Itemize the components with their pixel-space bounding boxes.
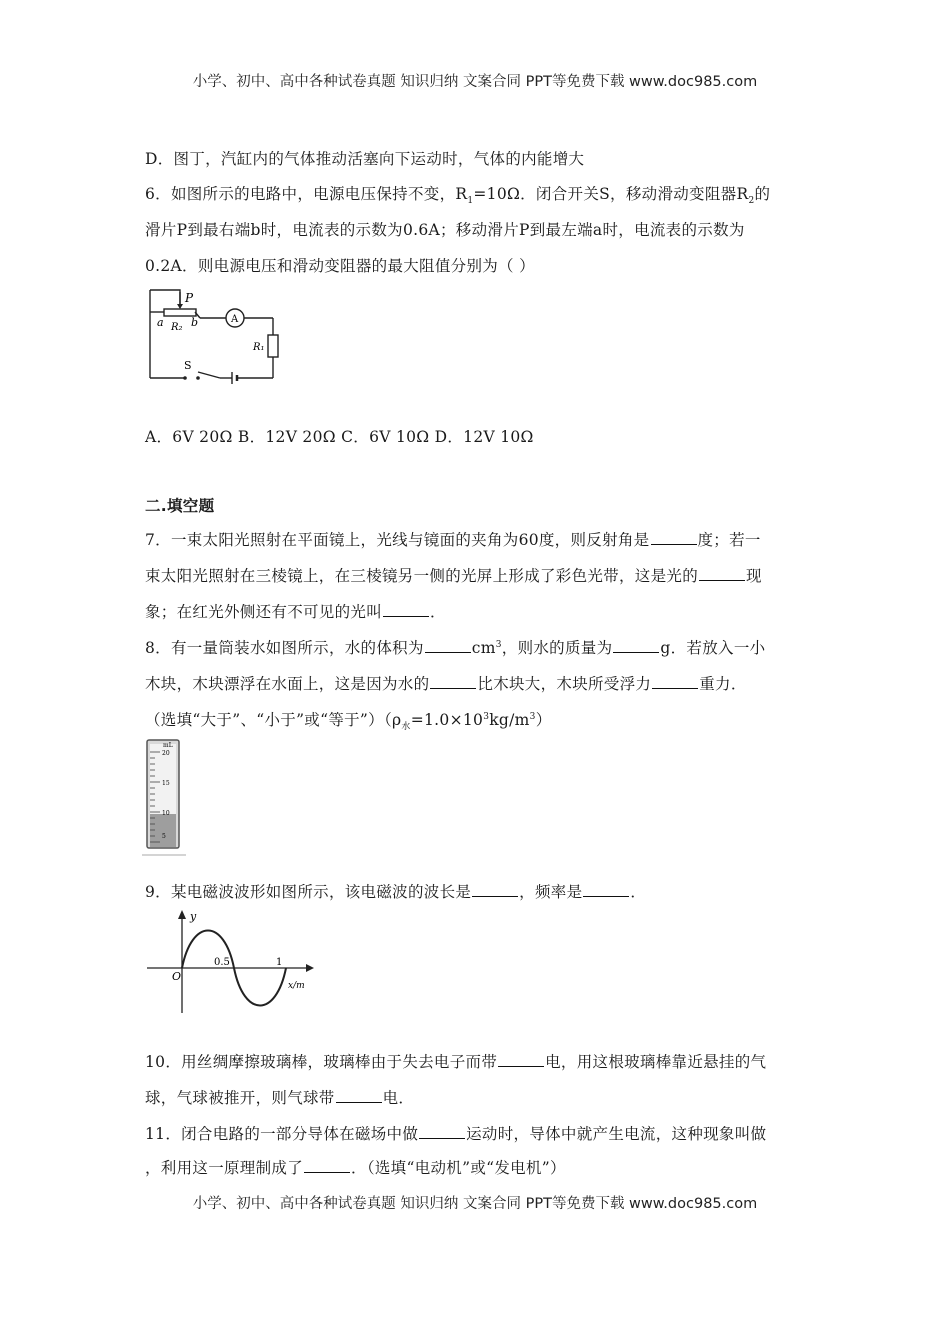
answer-blank[interactable]: [472, 896, 518, 897]
q6-text-1b: =10Ω．闭合开关S，移动滑动变阻器R: [473, 185, 749, 203]
q6-line-3: 0.2A．则电源电压和滑动变阻器的最大阻值分别为（ ）: [145, 257, 535, 275]
q8-text-1b: cm: [471, 639, 496, 657]
q8-text-1d: g．若放入一小: [660, 639, 766, 657]
q8-line-3: [145, 708, 552, 732]
q5-option-d: D．图丁，汽缸内的气体推动活塞向下运动时，气体的内能增大: [145, 150, 585, 168]
q11-line-2: [145, 1156, 566, 1178]
q8-text-3d: ）: [535, 711, 552, 729]
label-y: y: [190, 910, 197, 923]
label-r1: R₁: [253, 342, 265, 353]
q8-line-1: [145, 636, 765, 658]
q8-sup-3a: 3: [483, 711, 490, 722]
q6-text-1a: 6．如图所示的电路中，电源电压保持不变，R: [145, 185, 468, 203]
q7-text-3b: ．: [430, 603, 446, 621]
y-axis-arrow: [178, 910, 186, 919]
label-one: 1: [276, 957, 283, 968]
answer-blank[interactable]: [383, 616, 429, 617]
label-ml: mL: [163, 742, 173, 749]
q7-line-3: [145, 600, 446, 622]
answer-blank[interactable]: [336, 1102, 382, 1103]
q8-sup-1: 3: [495, 639, 502, 650]
q7-text-2a: 束太阳光照射在三棱镜上，在三棱镜另一侧的光屏上形成了彩色光带，这是光的: [145, 567, 699, 585]
q7-text-1b: 度；若一: [697, 531, 761, 549]
q8-text-3c: kg/m: [489, 711, 530, 729]
label-a: a: [157, 316, 164, 329]
q7-text-2b: 现: [746, 567, 762, 585]
q9-wave-diagram: [142, 908, 317, 1018]
label-5: 5: [162, 833, 166, 840]
q8-sub-water: 水: [401, 722, 411, 733]
q11-text-2a: ，利用这一原理制成了: [145, 1159, 304, 1177]
answer-blank[interactable]: [304, 1172, 350, 1173]
q8-text-2b: 比木块大，木块所受浮力: [477, 675, 652, 693]
q7-text-3a: 象；在红光外侧还有不可见的光叫: [145, 603, 383, 621]
q10-text-1b: 电，用这根玻璃棒靠近悬挂的气: [545, 1053, 767, 1071]
q6-line-1: [145, 182, 770, 206]
q7-line-1: [145, 528, 761, 550]
answer-blank[interactable]: [425, 652, 471, 653]
q8-text-3b: =1.0×10: [410, 711, 484, 729]
q8-graduated-cylinder: [142, 738, 188, 860]
answer-blank[interactable]: [498, 1066, 544, 1067]
q6-sub-2: 2: [748, 196, 755, 207]
q8-sup-3b: 3: [529, 711, 536, 722]
answer-blank[interactable]: [699, 580, 745, 581]
answer-blank[interactable]: [419, 1138, 465, 1139]
q6-text-1c: 的: [754, 185, 771, 203]
answer-blank[interactable]: [430, 688, 476, 689]
q11-text-1b: 运动时，导体中就产生电流，这种现象叫做: [466, 1125, 767, 1143]
label-xunit: x/m: [288, 981, 305, 991]
q10-text-2b: 电．: [382, 1089, 415, 1107]
label-20: 20: [162, 750, 170, 757]
answer-blank[interactable]: [652, 688, 698, 689]
label-origin: O: [172, 970, 182, 983]
q11-line-1: [145, 1122, 766, 1144]
q10-line-1: [145, 1050, 766, 1072]
page-footer: 小学、初中、高中各种试卷真题 知识归纳 文案合同 PPT等免费下载 www.doc985.com: [192, 1196, 758, 1212]
label-r2: R₂: [171, 322, 183, 333]
q6-options: A．6V 20Ω B．12V 20Ω C．6V 10Ω D．12V 10Ω: [145, 428, 534, 446]
answer-blank[interactable]: [651, 544, 697, 545]
q6-line-2: 滑片P到最右端b时，电流表的示数为0.6A；移动滑片P到最左端a时，电流表的示数为: [145, 221, 745, 239]
resistor-r1: [268, 335, 278, 357]
q8-text-2c: 重力．: [699, 675, 747, 693]
label-10: 10: [162, 810, 170, 817]
q8-text-3a: （选填“大于”、“小于”或“等于”）（ρ: [145, 711, 402, 729]
q11-text-1a: 11．闭合电路的一部分导体在磁场中做: [145, 1125, 419, 1143]
answer-blank[interactable]: [613, 652, 659, 653]
x-axis-arrow: [306, 964, 314, 972]
rheostat-r2: [164, 309, 196, 316]
label-p: P: [185, 291, 194, 305]
q9-text-c: ．: [630, 883, 647, 901]
label-half: 0.5: [214, 957, 230, 968]
label-b: b: [191, 316, 199, 329]
q6-sub-1: 1: [467, 196, 474, 207]
wire-top-left: [150, 290, 180, 306]
q7-text-1a: 7．一束太阳光照射在平面镜上，光线与镜面的夹角为60度，则反射角是: [145, 531, 650, 549]
answer-blank[interactable]: [583, 896, 629, 897]
q8-line-2: [145, 672, 747, 694]
page-header: 小学、初中、高中各种试卷真题 知识归纳 文案合同 PPT等免费下载 www.doc985.com: [192, 74, 758, 90]
switch-blade: [198, 372, 220, 378]
section-title: 二.填空题: [145, 497, 215, 515]
q6-circuit-diagram: [140, 282, 285, 387]
slider-arrow: [177, 304, 183, 309]
q8-text-2a: 木块，木块漂浮在水面上，这是因为水的: [145, 675, 430, 693]
q10-text-2a: 球，气球被推开，则气球带: [145, 1089, 335, 1107]
label-15: 15: [162, 780, 170, 787]
q11-text-2b: ．（选填“电动机”或“发电机”）: [351, 1159, 566, 1177]
q9-line: [145, 880, 646, 902]
label-s: S: [184, 359, 192, 372]
q10-line-2: [145, 1086, 414, 1108]
q8-text-1a: 8．有一量筒装水如图所示，水的体积为: [145, 639, 424, 657]
q9-text-a: 9．某电磁波波形如图所示，该电磁波的波长是: [145, 883, 472, 901]
q10-text-1a: 10．用丝绸摩擦玻璃棒，玻璃棒由于失去电子而带: [145, 1053, 498, 1071]
q8-text-1c: ，则水的质量为: [501, 639, 613, 657]
label-ammeter: A: [231, 314, 239, 325]
q9-text-b: ，频率是: [519, 883, 583, 901]
q7-line-2: [145, 564, 762, 586]
